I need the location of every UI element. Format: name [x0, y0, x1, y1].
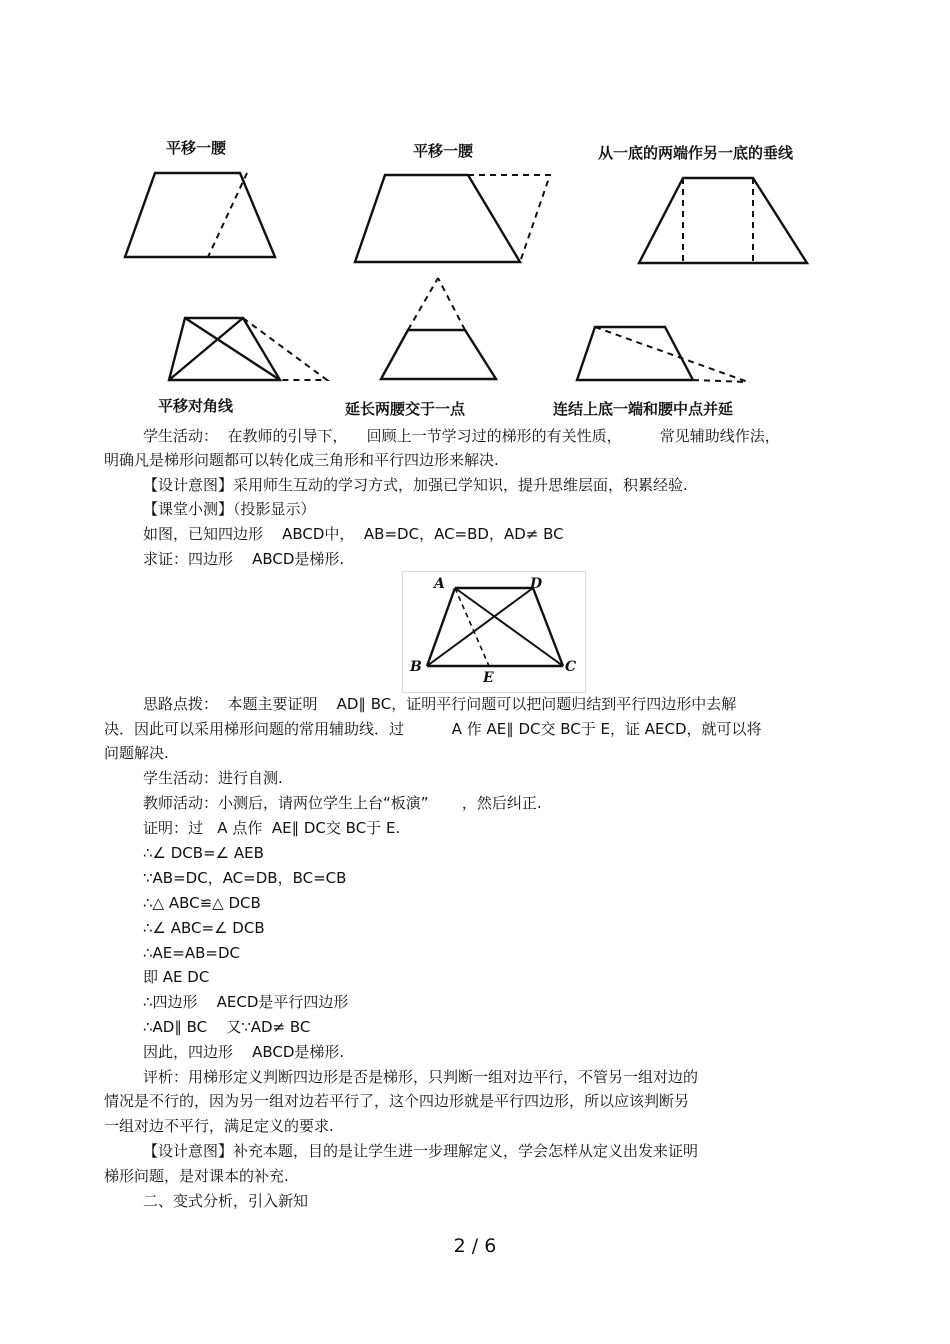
trapezoid-connect-midpoint — [573, 322, 753, 387]
point-label-d: D — [530, 576, 543, 592]
text-quiz-given: 如图，已知四边形 ABCD中， AB=DC，AC=BD，AD≠ BC — [143, 525, 564, 543]
text-proof-conclusion: 因此，四边形 ABCD是梯形. — [143, 1043, 345, 1061]
trapezoid-perpendiculars — [635, 172, 813, 267]
text-hint-2: 决．因此可以采用梯形问题的常用辅助线．过 A 作 AE∥ DC交 BC于 E，证 AECD，就可以将 — [104, 720, 762, 738]
text-design-intent-2-cont: 梯形问题，是对课本的补充. — [104, 1167, 289, 1185]
trapezoid-translate-diagonal — [165, 312, 335, 387]
text-proof-step-5: ∴AE=AB=DC — [143, 944, 240, 962]
figure-label-translate-leg-1: 平移一腰 — [166, 139, 227, 157]
text-quiz-prove: 求证：四边形 ABCD是梯形. — [143, 550, 345, 568]
point-label-b: B — [410, 659, 422, 675]
figure-label-extend-legs: 延长两腰交于一点 — [345, 400, 466, 418]
point-label-c: C — [565, 659, 577, 675]
text-section-heading: 二、变式分析，引入新知 — [143, 1192, 309, 1210]
text-proof-step-3: ∴△ ABC≌△ DCB — [143, 894, 261, 912]
point-label-e: E — [483, 670, 494, 686]
text-comment-3: 一组对边不平行，满足定义的要求. — [104, 1117, 334, 1135]
text-student-activity-1-cont: 明确凡是梯形问题都可以转化成三角形和平行四边形来解决. — [104, 451, 499, 469]
text-hint-3: 问题解决. — [104, 744, 169, 762]
quiz-trapezoid-figure — [402, 571, 586, 693]
figure-label-connect-midpoint: 连结上底一端和腰中点并延 — [553, 400, 734, 418]
text-student-activity-1: 学生活动： 在教师的引导下， 回顾上一节学习过的梯形的有关性质， 常见辅助线作法， — [143, 427, 780, 445]
trapezoid-extend-legs — [378, 275, 503, 385]
point-label-a: A — [434, 576, 445, 592]
text-comment-1: 评析：用梯形定义判断四边形是否是梯形，只判断一组对边平行，不管另一组对边的 — [143, 1068, 699, 1086]
text-proof-step-8: ∴AD∥ BC 又∵AD≠ BC — [143, 1018, 311, 1036]
text-hint-1: 思路点拨： 本题主要证明 AD∥ BC，证明平行问题可以把问题归结到平行四边形中去解 — [143, 695, 737, 713]
figure-label-perpendiculars: 从一底的两端作另一底的垂线 — [598, 144, 794, 162]
text-proof-step-7: ∴四边形 AECD是平行四边形 — [143, 993, 349, 1011]
text-proof-step-2: ∵AB=DC，AC=DB，BC=CB — [143, 869, 347, 887]
text-comment-2: 情况是不行的，因为另一组对边若平行了，这个四边形就是平行四边形，所以应该判断另 — [104, 1092, 690, 1110]
text-proof-step-1: ∴∠ DCB=∠ AEB — [143, 844, 264, 862]
text-design-intent-2: 【设计意图】补充本题，目的是让学生进一步理解定义，学会怎样从定义出发来证明 — [143, 1142, 699, 1160]
figure-label-translate-diagonal: 平移对角线 — [158, 397, 234, 415]
page-number: 2 / 6 — [453, 1235, 497, 1257]
trapezoid-translate-leg-2 — [350, 170, 560, 270]
text-teacher-activity: 教师活动：小测后，请两位学生上台“板演” ，然后纠正. — [143, 794, 542, 812]
text-student-activity-2: 学生活动：进行自测. — [143, 769, 283, 787]
text-proof-step-4: ∴∠ ABC=∠ DCB — [143, 919, 265, 937]
text-proof-step-6: 即 AE DC — [143, 968, 210, 986]
figure-label-translate-leg-2: 平移一腰 — [413, 142, 474, 160]
text-class-quiz-heading: 【课堂小测】（投影显示） — [143, 500, 316, 518]
trapezoid-translate-leg-1 — [120, 168, 280, 263]
text-design-intent-1: 【设计意图】采用师生互动的学习方式，加强已学知识，提升思维层面，积累经验. — [143, 476, 688, 494]
text-proof-start: 证明：过 A 点作 AE∥ DC交 BC于 E. — [143, 819, 401, 837]
